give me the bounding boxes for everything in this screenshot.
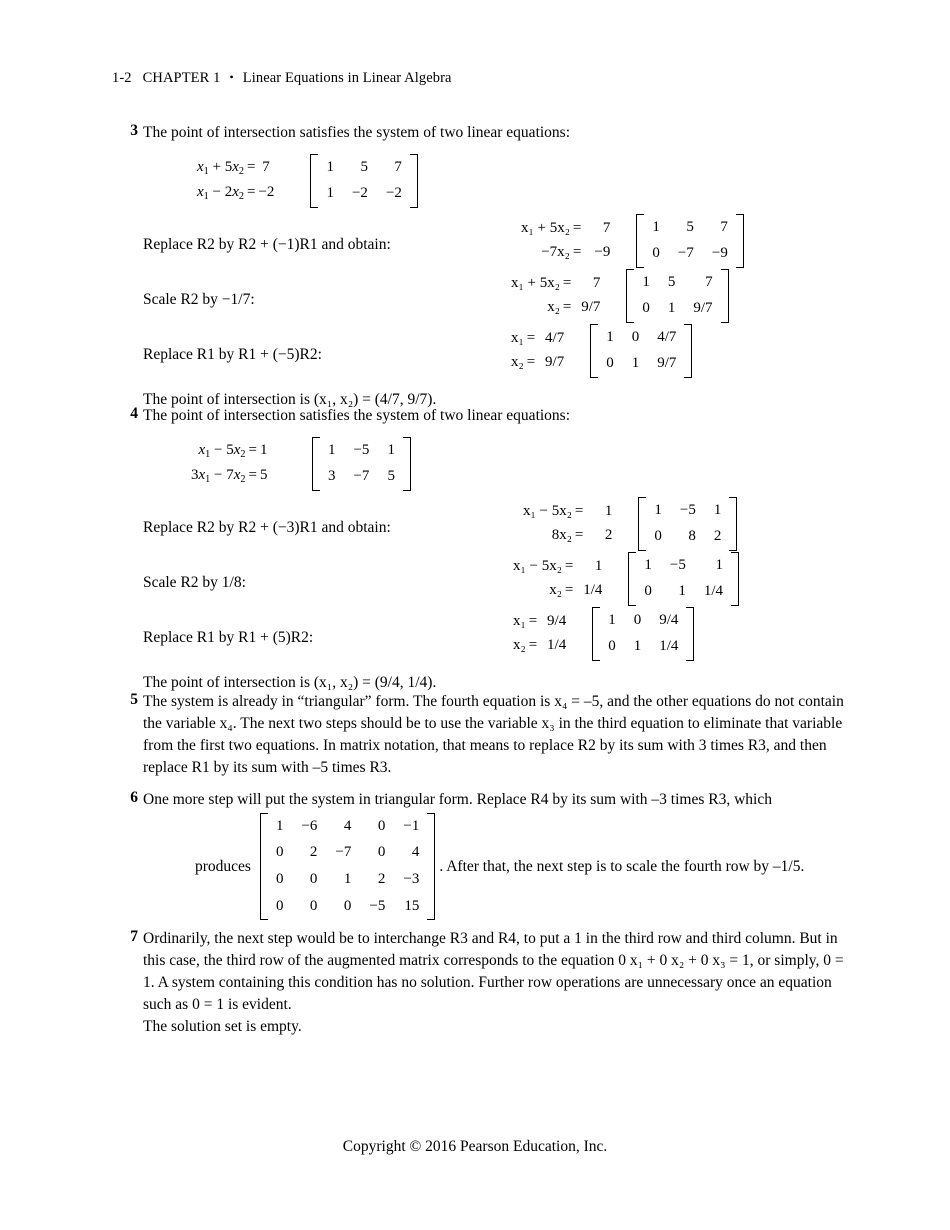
matrix-row: 0 8 2 [654,528,722,545]
chapter-title: Linear Equations in Linear Algebra [242,70,452,86]
exercise-paragraph: The system is already in “triangular” form. The fourth equation is x₄ = –5, and the other equations do not contain the variable x₄. The next two steps should be to use the variable x₃ in the third equation to eliminate that variable from the first two equations. In matrix notation, that means to replace R2 by its sum with 3 times R3, and then replace R1 by its sum with –5 times R3. [143,693,844,776]
matrix-row: 0 1 9/7 [642,300,713,317]
exercise-intro: The point of intersection satisfies the system of two linear equations: [143,407,571,424]
step-label: Replace R1 by R1 + (−5)R2: [143,346,322,363]
equation-line: x₁ − 5x₂ = 1 [513,557,603,574]
equation-line: x₂ = 1/4 [549,582,603,599]
matrix-row: 0 0 0 −5 15 [275,897,420,914]
exercise-conclusion: The point of intersection is (x₁, x₂) = (4/7, 9/7). [143,391,437,408]
augmented-matrix [636,214,743,268]
augmented-matrix [310,154,417,208]
matrix-row: 1 0 4/7 [606,328,677,345]
step-row [143,324,852,379]
bracket-right-icon [687,607,694,661]
exercise-conclusion: The point of intersection is (x₁, x₂) = (9/4, 1/4). [143,674,437,691]
matrix-row: 1 0 9/4 [608,611,679,628]
step-row [143,497,852,552]
step-row [143,552,852,607]
matrix-row: 1 5 7 [326,158,402,175]
step-label: Replace R2 by R2 + (−3)R1 and obtain: [143,519,391,536]
exercise-paragraph: Ordinarily, the next step would be to interchange R3 and R4, to put a 1 in the third row and third column. But in this case, the third row of the augmented matrix corresponds to the equation 0 x₁ + 0 x₂ + 0 x₃ = 1, or simply, 0 = 1. A system containing this condition has no solution. Further row operations are unnecessary once an equation such as 0 = 1 is evident. [143,930,844,1013]
equation-system [513,554,602,604]
matrix-row: 1 −6 4 0 −1 [275,817,420,834]
equation-line: x₁ = 9/4 [513,612,567,629]
exercise-6 [112,789,857,920]
equation-line: $3x_1 - 7x_2$ = 5 [191,467,268,486]
bracket-right-icon [404,437,411,491]
equation-line: $x_1 - 5x_2$ = 1 [198,441,268,460]
equation-system [523,499,612,549]
matrix-row: 1 5 7 [652,218,728,235]
bracket-left-icon [592,607,599,661]
step-label: Replace R2 by R2 + (−1)R1 and obtain: [143,236,391,253]
page-number: 1-2 [112,70,132,86]
equation-line: $x_1 - 2x_2$ = −2 [197,184,275,203]
matrix-row: 0 −7 −9 [652,245,728,262]
bracket-left-icon [312,437,319,491]
exercise-5 [112,691,854,779]
augmented-matrix [590,324,692,378]
system-row [143,433,852,497]
exercise-paragraph-secondary: The solution set is empty. [143,1018,302,1035]
exercise-4 [112,405,852,694]
copyright-footer: Copyright © 2016 Pearson Education, Inc. [342,1138,608,1155]
bracket-right-icon [722,269,729,323]
bracket-left-icon [636,214,643,268]
bracket-right-icon [730,497,737,551]
augmented-matrix [638,497,737,551]
exercise-lead: One more step will put the system in triangular form. Replace R4 by its sum with –3 times R3, which [143,791,772,808]
equation-system [191,438,286,489]
matrix-row: 1 −5 1 [644,556,724,573]
matrix-row: 1 5 7 [642,273,713,290]
exercise-number: 3 [130,122,138,139]
matrix-row: 3 −7 5 [327,468,395,485]
augmented-matrix [626,269,728,323]
step-row [143,214,852,269]
exercise-7 [112,928,854,1038]
running-head [112,70,452,87]
bracket-right-icon [411,154,418,208]
equation-line: x₁ + 5x₂ = 7 [511,274,601,291]
exercise-number: 4 [130,405,138,422]
equation-system [511,326,564,376]
bracket-left-icon [590,324,597,378]
exercise-3 [112,122,852,411]
after-matrix-text: . After that, the next step is to scale the fourth row by –1/5. [439,857,805,875]
matrix-row: 0 1 9/7 [606,355,677,372]
matrix-row: 0 1 1/4 [644,583,724,600]
produces-label: produces [195,857,251,875]
matrix-row: 0 1 1/4 [608,638,679,655]
equation-line: $x_1 + 5x_2$ = 7 [197,158,270,177]
bracket-left-icon [260,813,267,920]
equation-line: −7x₂ = −9 [541,244,611,261]
matrix-row: 1 −5 1 [327,441,395,458]
equation-system [521,216,610,266]
augmented-matrix [592,607,694,661]
equation-line: x₁ = 4/7 [511,329,565,346]
equation-line: 8x₂ = 2 [551,527,613,544]
chapter-label: CHAPTER 1 [142,70,221,86]
exercise-number: 7 [130,928,138,945]
augmented-matrix [260,813,435,920]
bracket-right-icon [732,552,739,606]
exercise-intro: The point of intersection satisfies the system of two linear equations: [143,124,571,141]
bracket-left-icon [628,552,635,606]
step-row [143,607,852,662]
matrix-row: 0 2 −7 0 4 [275,844,420,861]
equation-line: x₂ = 9/7 [511,354,565,371]
matrix-row: 0 0 1 2 −3 [275,871,420,887]
equation-line: x₂ = 9/7 [547,299,601,316]
augmented-matrix [312,437,411,491]
equation-system [511,271,600,321]
equation-line: x₁ − 5x₂ = 1 [523,502,613,519]
step-label: Replace R1 by R1 + (5)R2: [143,629,314,646]
augmented-matrix [628,552,739,606]
bracket-right-icon [685,324,692,378]
equation-line: x₁ + 5x₂ = 7 [521,219,611,236]
matrix-with-text [143,813,857,920]
equation-system [513,609,566,659]
bracket-left-icon [626,269,633,323]
matrix-row: 1 −5 1 [654,501,722,518]
exercise-number: 6 [130,789,138,806]
bracket-right-icon [428,813,435,920]
bracket-left-icon [638,497,645,551]
step-row [143,269,852,324]
bracket-left-icon [310,154,317,208]
step-label: Scale R2 by 1/8: [143,574,246,591]
equation-line: x₂ = 1/4 [513,637,567,654]
step-label: Scale R2 by −1/7: [143,291,255,308]
exercise-number: 5 [130,691,138,708]
system-row [143,150,852,214]
bracket-right-icon [737,214,744,268]
equation-system [197,155,284,206]
bullet-separator-icon: • [229,70,234,84]
matrix-row: 1 −2 −2 [326,185,402,202]
